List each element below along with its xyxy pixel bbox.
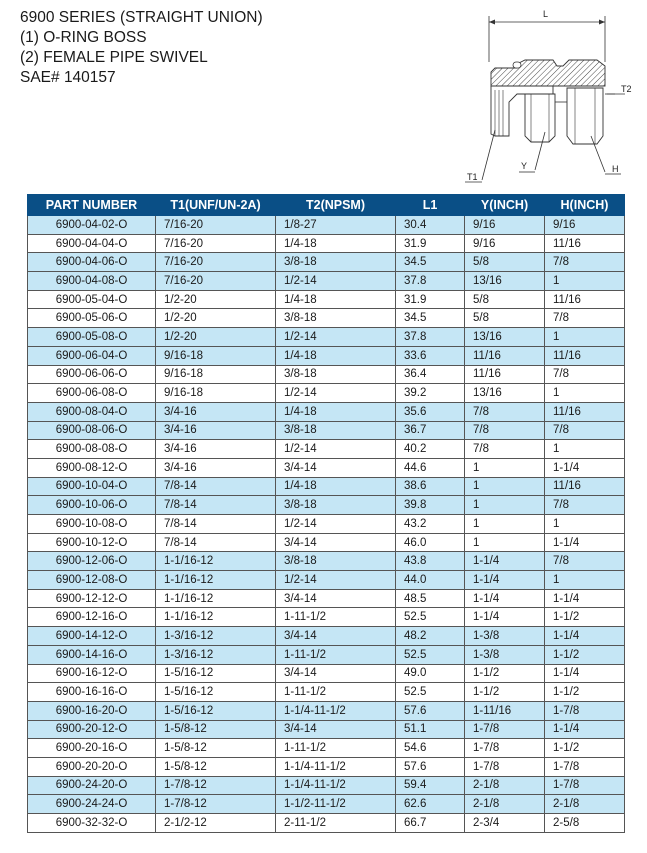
t1-label: T1	[467, 172, 478, 182]
part-number-cell: 6900-04-04-O	[28, 234, 156, 253]
l1-cell: 52.5	[396, 645, 465, 664]
title-block	[20, 8, 263, 88]
t1-cell: 1-5/16-12	[156, 683, 276, 702]
l1-cell: 31.9	[396, 290, 465, 309]
t2-cell: 3/4-14	[276, 627, 396, 646]
t1-cell: 1/2-20	[156, 309, 276, 328]
t1-cell: 1-5/16-12	[156, 664, 276, 683]
table-row	[28, 645, 625, 664]
t2-cell: 3/8-18	[276, 309, 396, 328]
h-cell: 7/8	[545, 309, 625, 328]
part-number-cell: 6900-20-12-O	[28, 720, 156, 739]
t2-cell: 1-1/2-11-1/2	[276, 795, 396, 814]
h-cell: 1-7/8	[545, 776, 625, 795]
t2-cell: 1/2-14	[276, 272, 396, 291]
end-1-description: (1) O-RING BOSS	[20, 29, 147, 46]
table-row	[28, 216, 625, 235]
table-row	[28, 328, 625, 347]
part-number-cell: 6900-14-16-O	[28, 645, 156, 664]
t2-cell: 1/2-14	[276, 384, 396, 403]
series-title: 6900 SERIES (STRAIGHT UNION)	[20, 9, 263, 26]
part-number-cell: 6900-05-08-O	[28, 328, 156, 347]
t2-cell: 3/4-14	[276, 458, 396, 477]
h-cell: 7/8	[545, 253, 625, 272]
t1-cell: 1/2-20	[156, 328, 276, 347]
l1-cell: 39.2	[396, 384, 465, 403]
t1-cell: 1-1/16-12	[156, 608, 276, 627]
h-cell: 2-5/8	[545, 814, 625, 833]
y-cell: 1-3/8	[465, 627, 545, 646]
h-cell: 11/16	[545, 234, 625, 253]
h-cell: 1-1/2	[545, 739, 625, 758]
part-number-cell: 6900-24-24-O	[28, 795, 156, 814]
h-cell: 7/8	[545, 552, 625, 571]
t1-cell: 9/16-18	[156, 365, 276, 384]
y-cell: 1-1/4	[465, 552, 545, 571]
t1-cell: 7/16-20	[156, 234, 276, 253]
part-number-cell: 6900-06-04-O	[28, 346, 156, 365]
part-number-cell: 6900-04-02-O	[28, 216, 156, 235]
h-cell: 1	[545, 515, 625, 534]
t2-cell: 1-1/4-11-1/2	[276, 757, 396, 776]
y-cell: 11/16	[465, 365, 545, 384]
part-number-cell: 6900-10-04-O	[28, 477, 156, 496]
l1-cell: 52.5	[396, 608, 465, 627]
t2-cell: 3/8-18	[276, 365, 396, 384]
t2-cell: 3/4-14	[276, 720, 396, 739]
l1-cell: 33.6	[396, 346, 465, 365]
l1-cell: 35.6	[396, 402, 465, 421]
y-cell: 2-1/8	[465, 776, 545, 795]
t2-cell: 1-11-1/2	[276, 608, 396, 627]
l1-cell: 36.7	[396, 421, 465, 440]
part-number-cell: 6900-06-06-O	[28, 365, 156, 384]
y-cell: 1	[465, 533, 545, 552]
t2-cell: 1/2-14	[276, 571, 396, 590]
h-cell: 1-1/4	[545, 589, 625, 608]
t2-cell: 1/4-18	[276, 477, 396, 496]
t2-cell: 3/4-14	[276, 664, 396, 683]
l1-cell: 34.5	[396, 253, 465, 272]
part-number-cell: 6900-12-16-O	[28, 608, 156, 627]
part-number-cell: 6900-16-16-O	[28, 683, 156, 702]
t1-cell: 1-1/16-12	[156, 589, 276, 608]
table-row	[28, 384, 625, 403]
h-cell: 1-7/8	[545, 757, 625, 776]
t2-cell: 3/8-18	[276, 421, 396, 440]
y-cell: 9/16	[465, 216, 545, 235]
t1-cell: 1-3/16-12	[156, 627, 276, 646]
h-cell: 1-1/4	[545, 627, 625, 646]
part-number-cell: 6900-05-06-O	[28, 309, 156, 328]
l1-cell: 62.6	[396, 795, 465, 814]
part-number-cell: 6900-24-20-O	[28, 776, 156, 795]
t2-cell: 1/8-27	[276, 216, 396, 235]
t2-cell: 3/8-18	[276, 552, 396, 571]
l1-cell: 48.2	[396, 627, 465, 646]
h-cell: 7/8	[545, 365, 625, 384]
part-number-cell: 6900-20-16-O	[28, 739, 156, 758]
t2-cell: 2-11-1/2	[276, 814, 396, 833]
table-row	[28, 776, 625, 795]
t2-cell: 3/8-18	[276, 253, 396, 272]
h-cell: 11/16	[545, 290, 625, 309]
t2-cell: 1/4-18	[276, 290, 396, 309]
y-cell: 13/16	[465, 328, 545, 347]
t1-cell: 7/16-20	[156, 216, 276, 235]
t1-cell: 1-3/16-12	[156, 645, 276, 664]
table-row	[28, 477, 625, 496]
table-row	[28, 365, 625, 384]
fitting-drawing	[455, 2, 645, 187]
t2-cell: 1/4-18	[276, 402, 396, 421]
l1-cell: 37.8	[396, 328, 465, 347]
header-y: Y(INCH)	[465, 195, 545, 216]
table-row	[28, 272, 625, 291]
y-cell: 1-1/4	[465, 608, 545, 627]
h-cell: 1	[545, 440, 625, 459]
table-row	[28, 664, 625, 683]
t1-cell: 9/16-18	[156, 384, 276, 403]
parts-table	[27, 194, 625, 833]
table-row	[28, 589, 625, 608]
t2-cell: 1-11-1/2	[276, 645, 396, 664]
h-cell: 1-1/4	[545, 664, 625, 683]
table-row	[28, 552, 625, 571]
t1-cell: 3/4-16	[156, 402, 276, 421]
table-row	[28, 814, 625, 833]
l1-cell: 51.1	[396, 720, 465, 739]
table-body	[28, 216, 625, 833]
t1-cell: 1-1/16-12	[156, 571, 276, 590]
t2-cell: 1-1/4-11-1/2	[276, 776, 396, 795]
table-row	[28, 234, 625, 253]
y-cell: 13/16	[465, 272, 545, 291]
table-row	[28, 608, 625, 627]
table-row	[28, 346, 625, 365]
part-number-cell: 6900-06-08-O	[28, 384, 156, 403]
t1-cell: 1-1/16-12	[156, 552, 276, 571]
y-cell: 1-1/4	[465, 589, 545, 608]
part-number-cell: 6900-16-20-O	[28, 701, 156, 720]
y-label: Y	[521, 161, 528, 171]
h-cell: 1-1/4	[545, 720, 625, 739]
l1-cell: 57.6	[396, 701, 465, 720]
t2-cell: 1-11-1/2	[276, 683, 396, 702]
t1-cell: 1-5/8-12	[156, 739, 276, 758]
h-cell: 1-1/2	[545, 683, 625, 702]
table-row	[28, 515, 625, 534]
part-number-cell: 6900-10-06-O	[28, 496, 156, 515]
t2-cell: 1/2-14	[276, 328, 396, 347]
table-row	[28, 757, 625, 776]
h-cell: 11/16	[545, 477, 625, 496]
y-cell: 2-1/8	[465, 795, 545, 814]
h-cell: 1-1/4	[545, 458, 625, 477]
part-number-cell: 6900-12-08-O	[28, 571, 156, 590]
l1-cell: 52.5	[396, 683, 465, 702]
l1-cell: 30.4	[396, 216, 465, 235]
h-cell: 7/8	[545, 421, 625, 440]
table-row	[28, 440, 625, 459]
t1-cell: 7/16-20	[156, 272, 276, 291]
y-cell: 1	[465, 458, 545, 477]
t1-cell: 3/4-16	[156, 440, 276, 459]
y-cell: 1-1/4	[465, 571, 545, 590]
y-cell: 1-7/8	[465, 720, 545, 739]
t1-cell: 7/8-14	[156, 496, 276, 515]
l1-cell: 57.6	[396, 757, 465, 776]
y-cell: 1-3/8	[465, 645, 545, 664]
l1-cell: 40.2	[396, 440, 465, 459]
table-row	[28, 402, 625, 421]
l1-cell: 49.0	[396, 664, 465, 683]
header-t1: T1(UNF/UN-2A)	[156, 195, 276, 216]
l1-cell: 59.4	[396, 776, 465, 795]
t1-cell: 1-5/8-12	[156, 757, 276, 776]
h-cell: 11/16	[545, 346, 625, 365]
t1-cell: 7/16-20	[156, 253, 276, 272]
part-number-cell: 6900-14-12-O	[28, 627, 156, 646]
l1-cell: 66.7	[396, 814, 465, 833]
t1-cell: 3/4-16	[156, 421, 276, 440]
t1-cell: 1-5/16-12	[156, 701, 276, 720]
t1-cell: 1-7/8-12	[156, 776, 276, 795]
table-row	[28, 290, 625, 309]
l1-cell: 37.8	[396, 272, 465, 291]
table-row	[28, 795, 625, 814]
y-cell: 2-3/4	[465, 814, 545, 833]
y-cell: 5/8	[465, 253, 545, 272]
t1-cell: 1/2-20	[156, 290, 276, 309]
part-number-cell: 6900-20-20-O	[28, 757, 156, 776]
t1-cell: 3/4-16	[156, 458, 276, 477]
y-cell: 1	[465, 496, 545, 515]
h-cell: 1-1/2	[545, 645, 625, 664]
h-cell: 1	[545, 384, 625, 403]
t1-cell: 9/16-18	[156, 346, 276, 365]
t1-cell: 2-1/2-12	[156, 814, 276, 833]
l1-cell: 43.8	[396, 552, 465, 571]
h-label: H	[612, 164, 619, 174]
y-cell: 1	[465, 515, 545, 534]
t2-cell: 1-11-1/2	[276, 739, 396, 758]
t2-cell: 1/4-18	[276, 234, 396, 253]
part-number-cell: 6900-08-12-O	[28, 458, 156, 477]
l1-cell: 44.6	[396, 458, 465, 477]
t1-cell: 1-5/8-12	[156, 720, 276, 739]
y-cell: 7/8	[465, 440, 545, 459]
t2-cell: 1/2-14	[276, 440, 396, 459]
part-number-cell: 6900-10-08-O	[28, 515, 156, 534]
l1-cell: 31.9	[396, 234, 465, 253]
t1-cell: 7/8-14	[156, 533, 276, 552]
t1-cell: 1-7/8-12	[156, 795, 276, 814]
h-cell: 1	[545, 272, 625, 291]
part-number-cell: 6900-12-12-O	[28, 589, 156, 608]
t2-label: T2	[621, 84, 632, 94]
part-number-cell: 6900-10-12-O	[28, 533, 156, 552]
h-cell: 1	[545, 328, 625, 347]
t2-cell: 3/4-14	[276, 589, 396, 608]
table-row	[28, 253, 625, 272]
y-cell: 11/16	[465, 346, 545, 365]
header-part-number: PART NUMBER	[28, 195, 156, 216]
t2-cell: 1-1/4-11-1/2	[276, 701, 396, 720]
h-cell: 1-1/2	[545, 608, 625, 627]
y-cell: 1-1/2	[465, 664, 545, 683]
part-number-cell: 6900-08-04-O	[28, 402, 156, 421]
t2-cell: 1/4-18	[276, 346, 396, 365]
t2-cell: 3/4-14	[276, 533, 396, 552]
part-number-cell: 6900-04-06-O	[28, 253, 156, 272]
t2-cell: 3/8-18	[276, 496, 396, 515]
y-cell: 5/8	[465, 290, 545, 309]
table-row	[28, 701, 625, 720]
table-row	[28, 627, 625, 646]
l1-cell: 46.0	[396, 533, 465, 552]
part-number-cell: 6900-04-08-O	[28, 272, 156, 291]
table-header-row	[28, 195, 625, 216]
part-number-cell: 6900-32-32-O	[28, 814, 156, 833]
y-cell: 7/8	[465, 402, 545, 421]
h-cell: 1-1/4	[545, 533, 625, 552]
y-cell: 1-7/8	[465, 739, 545, 758]
y-cell: 5/8	[465, 309, 545, 328]
table-row	[28, 683, 625, 702]
l1-cell: 38.6	[396, 477, 465, 496]
h-cell: 2-1/8	[545, 795, 625, 814]
table-row	[28, 739, 625, 758]
table-row	[28, 309, 625, 328]
y-cell: 9/16	[465, 234, 545, 253]
l1-cell: 34.5	[396, 309, 465, 328]
part-number-cell: 6900-12-06-O	[28, 552, 156, 571]
header-l1: L1	[396, 195, 465, 216]
y-cell: 1-11/16	[465, 701, 545, 720]
sae-number: SAE# 140157	[20, 69, 116, 86]
h-cell: 11/16	[545, 402, 625, 421]
table-row	[28, 496, 625, 515]
header-t2: T2(NPSM)	[276, 195, 396, 216]
y-cell: 7/8	[465, 421, 545, 440]
table-row	[28, 458, 625, 477]
h-cell: 1	[545, 571, 625, 590]
y-cell: 1-7/8	[465, 757, 545, 776]
y-cell: 13/16	[465, 384, 545, 403]
part-number-cell: 6900-08-06-O	[28, 421, 156, 440]
table-row	[28, 533, 625, 552]
table-row	[28, 421, 625, 440]
t1-cell: 7/8-14	[156, 515, 276, 534]
h-cell: 9/16	[545, 216, 625, 235]
dim-l-label: L	[543, 9, 549, 19]
l1-cell: 54.6	[396, 739, 465, 758]
l1-cell: 43.2	[396, 515, 465, 534]
h-cell: 7/8	[545, 496, 625, 515]
header-h: H(INCH)	[545, 195, 625, 216]
end-2-description: (2) FEMALE PIPE SWIVEL	[20, 49, 208, 66]
l1-cell: 36.4	[396, 365, 465, 384]
y-cell: 1	[465, 477, 545, 496]
y-cell: 1-1/2	[465, 683, 545, 702]
t1-cell: 7/8-14	[156, 477, 276, 496]
l1-cell: 44.0	[396, 571, 465, 590]
part-number-cell: 6900-05-04-O	[28, 290, 156, 309]
part-number-cell: 6900-08-08-O	[28, 440, 156, 459]
part-number-cell: 6900-16-12-O	[28, 664, 156, 683]
table-row	[28, 720, 625, 739]
table-row	[28, 571, 625, 590]
t2-cell: 1/2-14	[276, 515, 396, 534]
h-cell: 1-7/8	[545, 701, 625, 720]
l1-cell: 48.5	[396, 589, 465, 608]
l1-cell: 39.8	[396, 496, 465, 515]
